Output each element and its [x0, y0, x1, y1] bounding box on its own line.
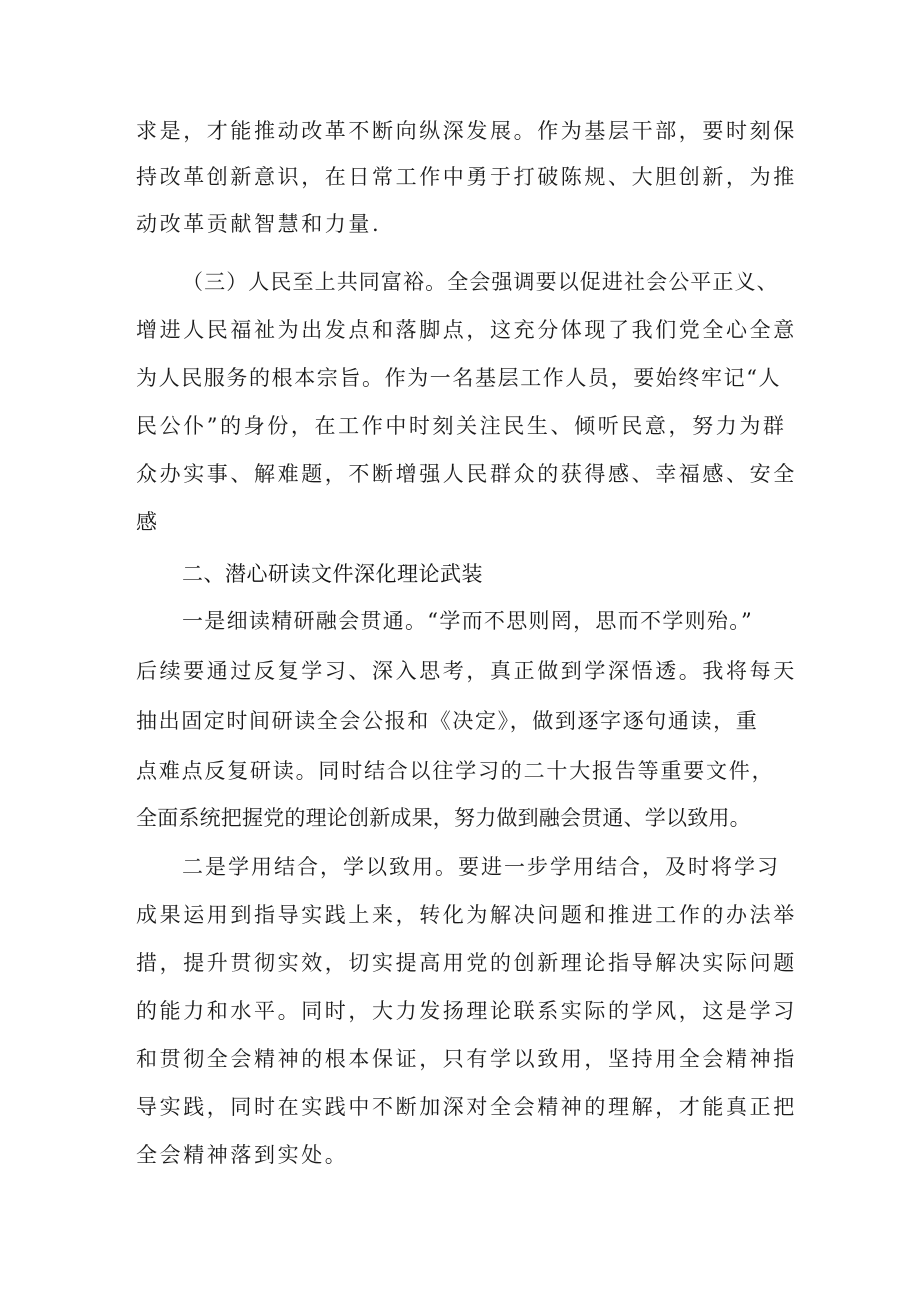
- paragraph-4-line-1: 二是学用结合，学以致用。要进一步学用结合，及时将学习: [182, 855, 780, 879]
- paragraph-2-line-1: （三）人民至上共同富裕。全会强调要以促进社会公平正义、: [182, 270, 779, 294]
- paragraph-4-line-4: 的能力和水平。同时，大力发扬理论联系实际的学风，这是学习: [136, 999, 797, 1023]
- paragraph-1-line-3: 动改革贡献智慧和力量.: [136, 212, 382, 236]
- paragraph-4-line-7: 全会精神落到实处。: [136, 1143, 349, 1167]
- paragraph-4-line-2: 成果运用到指导实践上来，转化为解决问题和推进工作的办法举: [136, 903, 797, 927]
- paragraph-4-line-3: 措，提升贯彻实效，切实提高用党的创新理论指导解决实际问题: [136, 951, 797, 975]
- paragraph-1-line-1: 求是，才能推动改革不断向纵深发展。作为基层干部，要时刻保: [136, 119, 797, 143]
- paragraph-3-line-4: 点难点反复研读。同时结合以往学习的二十大报告等重要文件，: [136, 759, 775, 783]
- paragraph-1-line-2: 持改革创新意识，在日常工作中勇于打破陈规、大胆创新，为推: [136, 165, 797, 189]
- paragraph-4-line-6: 导实践，同时在实践中不断加深对全会精神的理解，才能真正把: [136, 1095, 797, 1119]
- paragraph-2-line-6: 感: [136, 510, 160, 534]
- paragraph-2-line-3: 为人民服务的根本宗旨。作为一名基层工作人员，要始终牢记“人: [136, 366, 782, 390]
- paragraph-2-line-5: 众办实事、解难题，不断增强人民群众的获得感、幸福感、安全: [136, 462, 797, 486]
- paragraph-3-line-2: 后续要通过反复学习、深入思考，真正做到学深悟透。我将每天: [136, 659, 797, 683]
- section-heading: 二、潜心研读文件深化理论武装: [182, 562, 483, 586]
- paragraph-3-line-3: 抽出固定时间研读全会公报和《决定》，做到逐字逐句通读，重: [136, 709, 759, 733]
- paragraph-2-line-2: 增进人民福祉为出发点和落脚点，这充分体现了我们党全心全意: [136, 318, 797, 342]
- paragraph-4-line-5: 和贯彻全会精神的根本保证，只有学以致用，坚持用全会精神指: [136, 1047, 797, 1071]
- paragraph-3-line-1: 一是细读精研融会贯通。“学而不思则罔，思而不学则殆。”: [182, 609, 754, 633]
- paragraph-3-line-5: 全面系统把握党的理论创新成果，努力做到融会贯通、学以致用。: [136, 806, 751, 830]
- paragraph-2-line-4: 民公仆”的身份，在工作中时刻关注民生、倾听民意，努力为群: [136, 414, 787, 438]
